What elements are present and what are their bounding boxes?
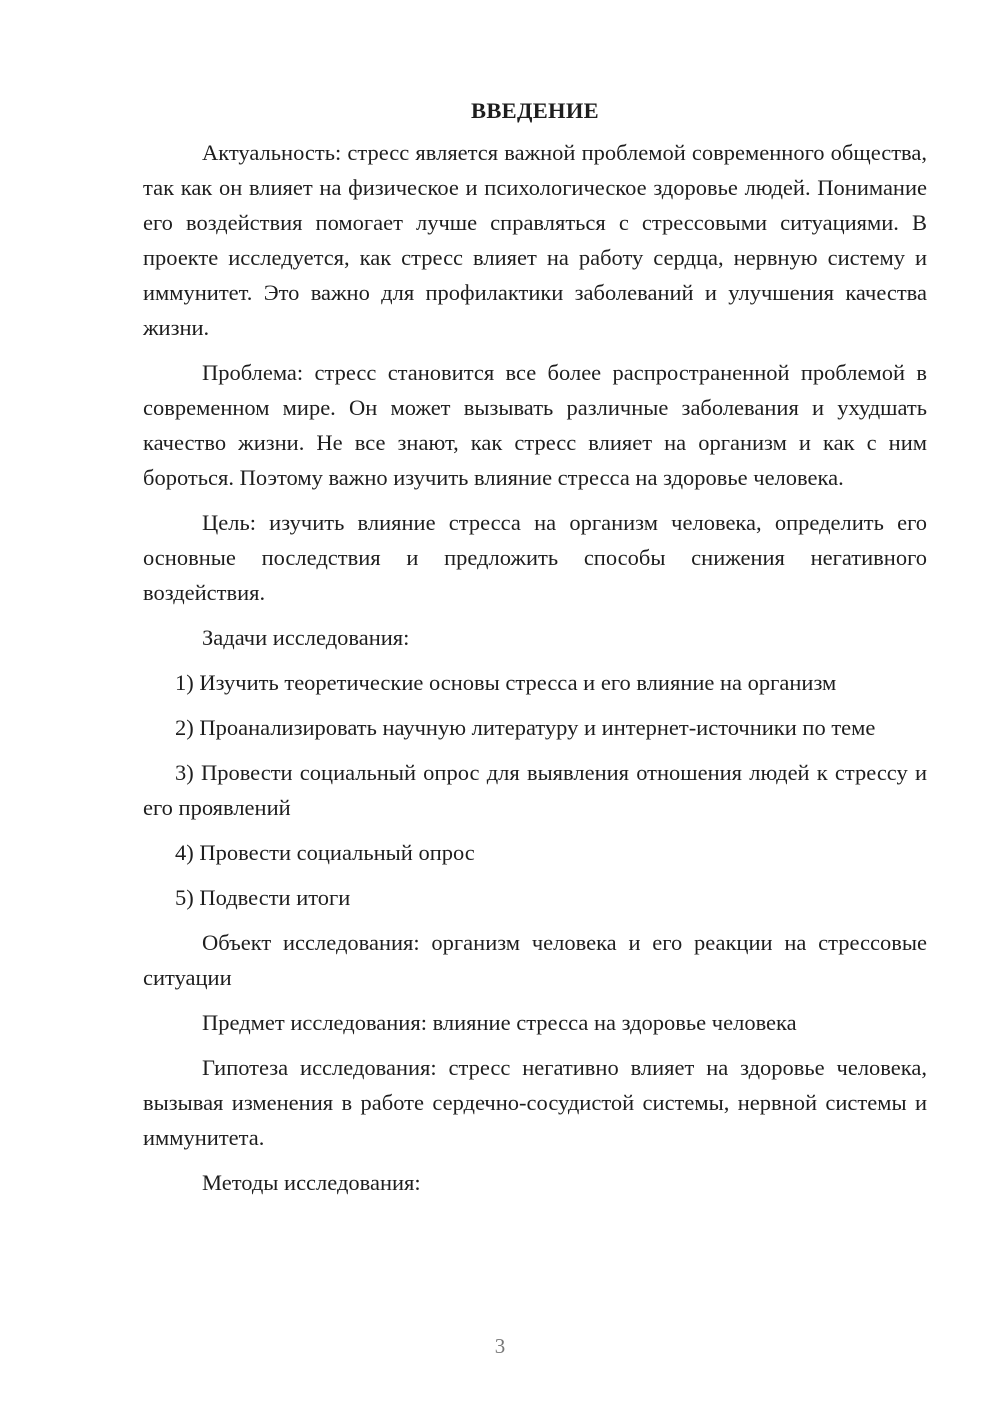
paragraph-goal: Цель: изучить влияние стресса на организм человека, определить его основные последствия и предложить способы снижения негативного воздействия. bbox=[143, 510, 927, 605]
task-item-5: 5) Подвести итоги bbox=[175, 885, 351, 910]
page-title: ВВЕДЕНИЕ bbox=[471, 98, 599, 123]
paragraph-tasks-heading: Задачи исследования: bbox=[202, 625, 410, 650]
paragraph-problem: Проблема: стресс становится все более распространенной проблемой в современном мире. Он может вызывать различные заболевания и ухудшать качество жизни. Не все знают, как стресс влияет на организм и как с ним бороться. Поэтому важно изучить влияние стресса на здоровье человека. bbox=[143, 360, 927, 490]
paragraph-subject: Предмет исследования: влияние стресса на здоровье человека bbox=[202, 1010, 797, 1035]
paragraph-hypothesis: Гипотеза исследования: стресс негативно влияет на здоровье человека, вызывая изменения в работе сердечно-сосудистой системы, нервной системы и иммунитета. bbox=[143, 1055, 927, 1150]
task-item-2: 2) Проанализировать научную литературу и интернет-источники по теме bbox=[175, 715, 876, 740]
page-content bbox=[143, 97, 927, 1210]
paragraph-methods: Методы исследования: bbox=[202, 1170, 421, 1195]
page-number: 3 bbox=[494, 1334, 506, 1358]
task-item-4: 4) Провести социальный опрос bbox=[175, 840, 475, 865]
paragraph-object: Объект исследования: организм человека и его реакции на стрессовые ситуации bbox=[143, 930, 927, 990]
paragraph-relevance: Актуальность: стресс является важной проблемой современного общества, так как он влияет на физическое и психологическое здоровье людей. Понимание его воздействия помогает лучше справляться с стрессовыми ситуациями. В проекте исследуется, как стресс влияет на работу сердца, нервную систему и иммунитет. Это важно для профилактики заболеваний и улучшения качества жизни. bbox=[143, 140, 927, 340]
task-item-3: 3) Провести социальный опрос для выявления отношения людей к стрессу и его проявлений bbox=[143, 760, 927, 820]
task-item-1: 1) Изучить теоретические основы стресса и его влияние на организм bbox=[175, 670, 837, 695]
